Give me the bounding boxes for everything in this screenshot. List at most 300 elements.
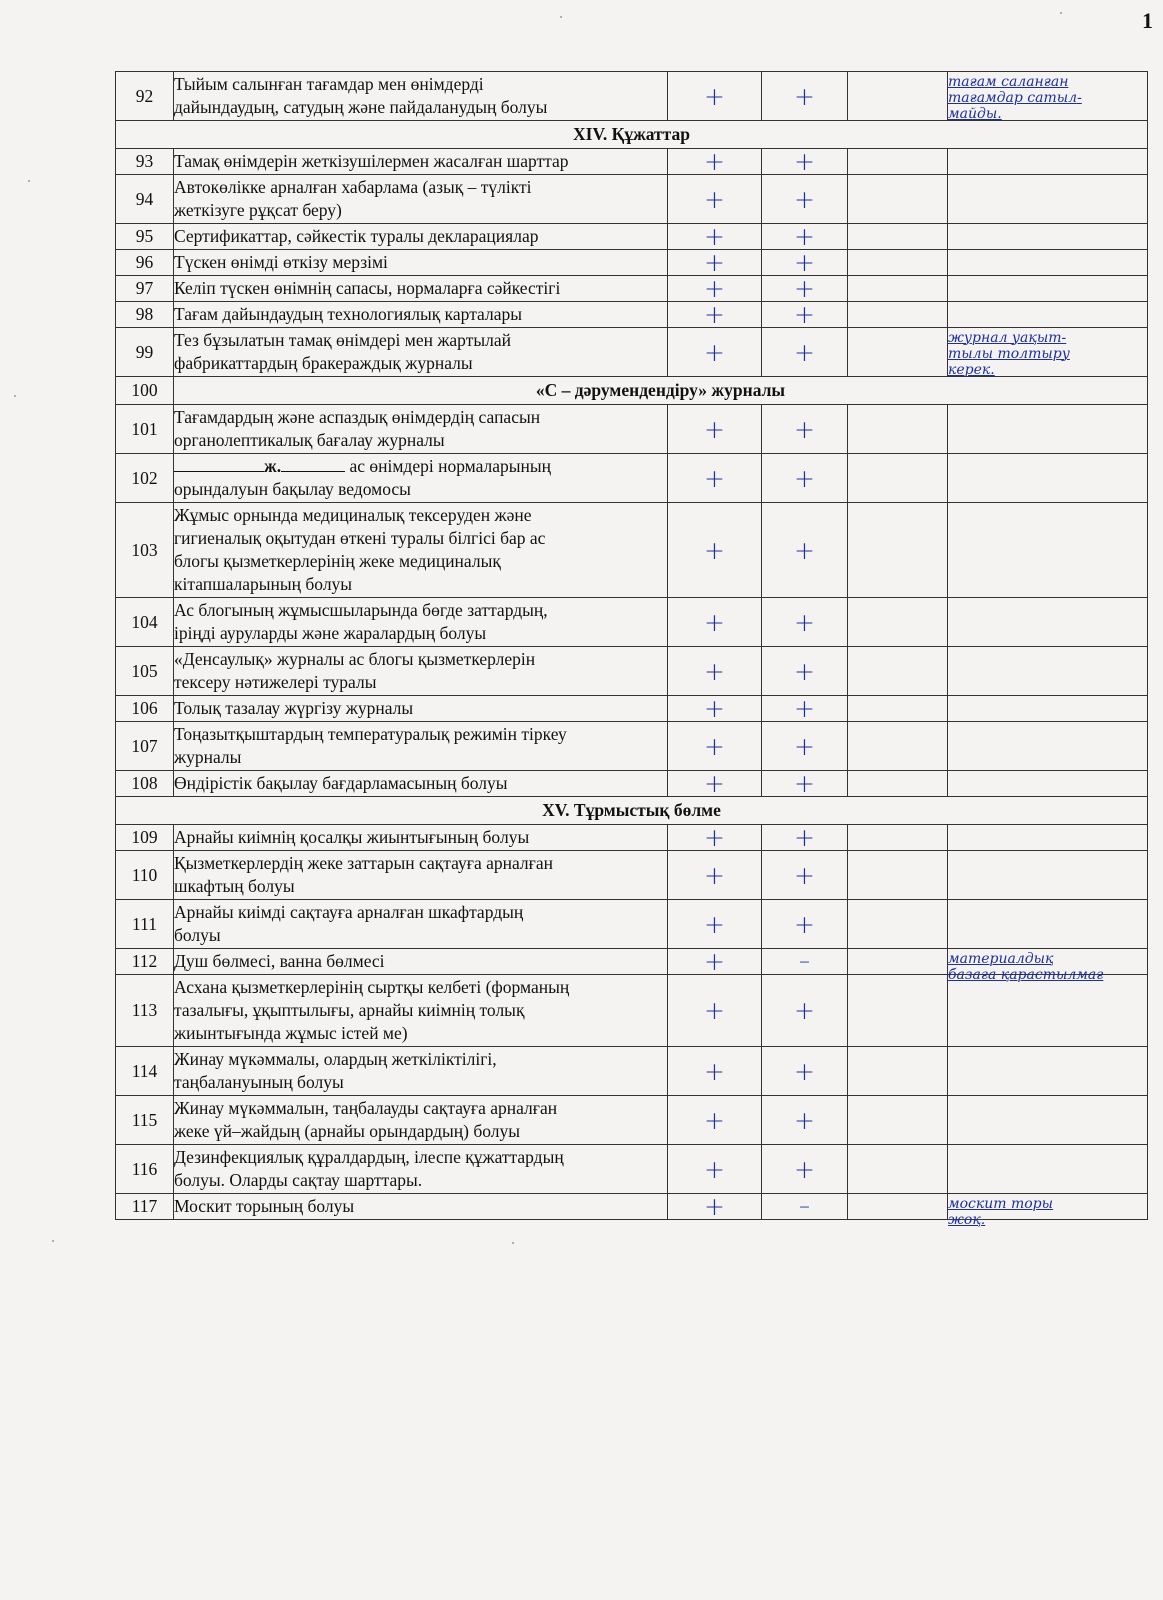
mark-cell-1 [668,1194,762,1220]
table-row [116,224,1148,250]
mark-cell-2 [762,975,848,1047]
comment-cell [948,224,1148,250]
mark-cell-1 [668,72,762,121]
requirement-text [174,72,668,121]
requirement-text [174,771,668,797]
requirement-text [174,175,668,224]
handwritten-plus: + [704,248,725,277]
table-row [116,503,1148,598]
requirement-text [174,825,668,851]
comment-cell [948,1096,1148,1145]
handwritten-plus: + [794,1105,815,1135]
table-row [116,1047,1148,1096]
row-number: 95 [116,224,174,250]
comment-cell [948,771,1148,797]
handwritten-plus: + [794,996,815,1025]
table-row [116,276,1148,302]
mark-cell-1 [668,175,762,224]
handwritten-plus: + [704,996,725,1025]
empty-cell [848,696,948,722]
handwritten-plus: + [704,463,725,493]
handwritten-plus: + [704,909,725,939]
empty-cell [848,328,948,377]
requirement-line: «Денсаулық» журналы ас блогы қызметкерлерін [174,649,536,669]
mark-cell-2 [762,825,848,851]
mark-cell-2 [762,1194,848,1220]
mark-cell-1 [668,503,762,598]
row-number: 93 [116,149,174,175]
mark-cell-2 [762,771,848,797]
table-row [116,454,1148,503]
requirement-line: Автокөлікке арналған хабарлама (азық – түлікті [174,177,532,197]
requirement-line: Тоңазытқыштардың температуралық режимін тіркеу [174,724,567,744]
row-number: 99 [116,328,174,377]
comment-cell [948,949,1148,983]
handwritten-plus: + [794,248,815,277]
empty-cell [848,900,948,949]
mark-cell-2 [762,328,848,377]
handwritten-note-line: москит торы [948,1196,1054,1212]
table-row [116,851,1148,900]
scan-speck [52,1240,54,1242]
handwritten-note-line: базаға қарастылмағ [948,967,1104,983]
mark-cell-2 [762,224,848,250]
requirement-line: іріңді ауруларды және жаралардың болуы [174,623,487,643]
table-row [116,302,1148,328]
table-row [116,175,1148,224]
section-title: «С – дәрумендендіру» журналы [174,377,1148,405]
handwritten-plus: + [704,731,725,761]
mark-cell-1 [668,851,762,900]
handwritten-plus: + [704,607,725,637]
handwritten-plus: + [704,274,725,303]
row-number: 115 [116,1096,174,1145]
section-header-row [116,797,1148,825]
mark-cell-1 [668,1096,762,1145]
row-number: 96 [116,250,174,276]
scan-speck [28,180,30,182]
handwritten-plus: + [704,1056,725,1086]
empty-cell [848,454,948,503]
blank-line [281,456,345,472]
mark-cell-1 [668,1047,762,1096]
comment-cell [948,900,1148,949]
mark-cell-2 [762,302,848,328]
handwritten-note-line: керек. [948,362,995,378]
mark-cell-2 [762,72,848,121]
handwritten-plus: + [794,147,815,176]
handwritten-note-line: журнал уақыт- [948,330,1067,346]
handwritten-plus: + [794,1056,815,1086]
requirement-line: Сертификаттар, сәйкестік туралы декларациялар [174,226,539,246]
requirement-line: жиынтығында жұмыс істей ме) [174,1023,408,1043]
requirement-line: Ас блогының жұмысшыларында бөгде заттардың, [174,600,548,620]
requirement-line: Жинау мүкәммалы, олардың жеткіліктілігі, [174,1049,497,1069]
mark-cell-1 [668,1145,762,1194]
blank-mark: ж. [264,456,282,476]
comment-cell [948,696,1148,722]
handwritten-plus: + [704,694,725,723]
requirement-line: кітапшаларының болуы [174,574,353,594]
handwritten-note [948,330,1070,378]
requirement-line: жеке үй–жайдың (арнайы орындардың) болуы [174,1121,521,1141]
requirement-line: Келіп түскен өнімнің сапасы, нормаларға сәйкестігі [174,278,561,298]
requirement-text [174,949,668,975]
row-number: 102 [116,454,174,503]
empty-cell [848,949,948,975]
mark-cell-1 [668,405,762,454]
requirement-line: таңбалануының болуы [174,1072,344,1092]
table-row [116,771,1148,797]
comment-cell [948,598,1148,647]
handwritten-plus: + [794,731,815,761]
handwritten-plus: + [704,823,725,852]
mark-cell-2 [762,149,848,175]
mark-cell-1 [668,302,762,328]
mark-cell-1 [668,224,762,250]
row-number: 116 [116,1145,174,1194]
mark-cell-1 [668,250,762,276]
table-row [116,598,1148,647]
requirement-text [174,851,668,900]
comment-cell [948,405,1148,454]
empty-cell [848,1194,948,1220]
section-header-row [116,377,1148,405]
table-row [116,722,1148,771]
requirement-text [174,328,668,377]
empty-cell [848,771,948,797]
row-number: 112 [116,949,174,975]
comment-cell [948,1145,1148,1194]
handwritten-plus: + [704,147,725,176]
scan-speck [512,1242,514,1244]
row-number: 107 [116,722,174,771]
handwritten-note-line: тағамдар сатыл- [948,90,1082,106]
requirement-text [174,503,668,598]
requirement-line: орындалуын бақылау ведомосы [174,479,411,499]
handwritten-plus: + [794,607,815,637]
empty-cell [848,598,948,647]
mark-cell-1 [668,722,762,771]
row-number: 103 [116,503,174,598]
mark-cell-2 [762,900,848,949]
handwritten-plus: + [794,823,815,852]
scan-speck [14,395,16,397]
comment-cell [948,1047,1148,1096]
table-row [116,1194,1148,1220]
row-number: 97 [116,276,174,302]
mark-cell-1 [668,276,762,302]
mark-cell-1 [668,647,762,696]
mark-cell-2 [762,405,848,454]
handwritten-plus: + [794,860,815,890]
handwritten-note-line: материалдық [948,951,1054,967]
handwritten-plus: + [704,337,725,367]
empty-cell [848,851,948,900]
requirement-text [174,598,668,647]
handwritten-plus: + [794,184,815,214]
row-number: 100 [116,377,174,405]
mark-cell-2 [762,276,848,302]
requirement-line: жеткізуге рұқсат беру) [174,200,342,220]
mark-cell-1 [668,598,762,647]
requirement-line: тазалығы, ұқыптылығы, арнайы киімнің толық [174,1000,525,1020]
requirement-text [174,975,668,1047]
handwritten-note [948,1196,1053,1228]
handwritten-plus: + [794,656,815,686]
handwritten-note-line: тылы толтыру [948,346,1070,362]
comment-cell [948,276,1148,302]
empty-cell [848,405,948,454]
mark-cell-2 [762,949,848,975]
table-row [116,949,1148,975]
handwritten-plus: + [794,337,815,367]
empty-cell [848,72,948,121]
handwritten-plus: + [794,1154,815,1184]
table-row [116,72,1148,121]
mark-cell-2 [762,175,848,224]
table-row [116,647,1148,696]
handwritten-plus: + [704,414,725,444]
mark-cell-2 [762,250,848,276]
table-row [116,825,1148,851]
row-number: 117 [116,1194,174,1220]
mark-cell-1 [668,328,762,377]
row-number: 98 [116,302,174,328]
empty-cell [848,722,948,771]
empty-cell [848,302,948,328]
handwritten-plus: + [704,860,725,890]
handwritten-plus: + [794,535,815,565]
requirement-line-text: ас өнімдері нормаларының [349,456,552,476]
handwritten-plus: + [794,414,815,444]
mark-cell-1 [668,900,762,949]
row-number: 104 [116,598,174,647]
comment-cell [948,175,1148,224]
table-row [116,328,1148,377]
row-number: 109 [116,825,174,851]
requirement-line: Өндірістік бақылау бағдарламасының болуы [174,773,508,793]
requirement-text [174,149,668,175]
handwritten-plus: + [794,909,815,939]
comment-cell [948,825,1148,851]
row-number: 101 [116,405,174,454]
blank-line [174,456,264,472]
requirement-line: Қызметкерлердің жеке заттарын сақтауға арналған [174,853,553,873]
empty-cell [848,149,948,175]
handwritten-plus: + [704,769,725,798]
empty-cell [848,647,948,696]
comment-cell [948,328,1148,377]
handwritten-plus: + [704,1105,725,1135]
empty-cell [848,276,948,302]
table-row [116,149,1148,175]
handwritten-plus: + [794,274,815,303]
handwritten-plus: + [704,184,725,214]
requirement-line: Тез бұзылатын тамақ өнімдері мен жартылай [174,330,511,350]
comment-cell [948,250,1148,276]
page-number-mark: 1 [1142,8,1153,33]
requirement-line: Жинау мүкәммалын, таңбалауды сақтауға арналған [174,1098,558,1118]
requirement-line: Москит торының болуы [174,1196,355,1216]
requirement-text [174,696,668,722]
empty-cell [848,1096,948,1145]
mark-cell-2 [762,647,848,696]
comment-cell [948,722,1148,771]
mark-cell-2 [762,454,848,503]
scan-speck [1060,12,1062,14]
handwritten-plus: + [794,769,815,798]
handwritten-note-line: жоқ. [948,1212,986,1228]
requirement-line: Тағам дайындаудың технологиялық карталары [174,304,522,324]
mark-cell-2 [762,598,848,647]
scan-speck [560,16,562,18]
mark-cell-2 [762,1047,848,1096]
section-header-row [116,121,1148,149]
handwritten-plus: + [704,1154,725,1184]
handwritten-plus: + [794,694,815,723]
requirement-text [174,224,668,250]
handwritten-minus: – [799,1193,810,1219]
mark-cell-2 [762,722,848,771]
requirement-text [174,647,668,696]
handwritten-plus: + [704,1192,725,1221]
mark-cell-1 [668,149,762,175]
mark-cell-1 [668,771,762,797]
mark-cell-2 [762,1096,848,1145]
inspection-checklist-table [115,71,1148,1228]
table-row [116,975,1148,1047]
requirement-text [174,1145,668,1194]
row-number: 106 [116,696,174,722]
handwritten-plus: + [704,81,725,111]
requirement-line: органолептикалық бағалау журналы [174,430,445,450]
empty-cell [848,224,948,250]
requirement-line [174,455,667,478]
comment-cell [948,302,1148,328]
row-number: 92 [116,72,174,121]
handwritten-minus: – [799,948,810,974]
handwritten-plus: + [704,300,725,329]
requirement-line: шкафтың болуы [174,876,295,896]
table-row [116,250,1148,276]
handwritten-plus: + [704,222,725,251]
handwritten-plus: + [704,535,725,565]
comment-cell [948,72,1148,121]
mark-cell-1 [668,825,762,851]
comment-cell [948,975,1148,1047]
requirement-line: блогы қызметкерлерінің жеке медициналық [174,551,501,571]
row-number: 105 [116,647,174,696]
mark-cell-2 [762,503,848,598]
comment-cell [948,503,1148,598]
requirement-line: гигиеналық оқытудан өткені туралы білгісі бар ас [174,528,546,548]
empty-cell [848,503,948,598]
comment-cell [948,149,1148,175]
handwritten-plus: + [794,463,815,493]
comment-cell [948,454,1148,503]
mark-cell-1 [668,949,762,975]
handwritten-note-line: майды. [948,106,1002,122]
section-title: XIV. Құжаттар [116,121,1148,149]
handwritten-note-line: тағам саланған [948,74,1069,90]
requirement-text [174,722,668,771]
requirement-text [174,276,668,302]
comment-cell [948,851,1148,900]
row-number: 114 [116,1047,174,1096]
mark-cell-2 [762,1145,848,1194]
table-row [116,696,1148,722]
mark-cell-1 [668,696,762,722]
section-title: XV. Тұрмыстық бөлме [116,797,1148,825]
handwritten-note [948,74,1082,122]
empty-cell [848,175,948,224]
mark-cell-1 [668,454,762,503]
row-number: 94 [116,175,174,224]
handwritten-plus: + [794,300,815,329]
empty-cell [848,975,948,1047]
handwritten-plus: + [704,656,725,686]
requirement-line: Дезинфекциялық құралдардың, ілеспе құжаттардың [174,1147,564,1167]
empty-cell [848,825,948,851]
requirement-line: фабрикаттардың бракераждық журналы [174,353,473,373]
requirement-line: Арнайы киімнің қосалқы жиынтығының болуы [174,827,530,847]
handwritten-plus: + [704,947,725,976]
requirement-line: Тамақ өнімдерін жеткізушілермен жасалған шарттар [174,151,569,171]
requirement-text [174,405,668,454]
mark-cell-2 [762,696,848,722]
empty-cell [848,250,948,276]
comment-cell [948,1194,1148,1228]
requirement-text [174,302,668,328]
requirement-line: Арнайы киімді сақтауға арналған шкафтардың [174,902,524,922]
requirement-line: Толық тазалау жүргізу журналы [174,698,414,718]
requirement-text [174,1194,668,1220]
requirement-line: журналы [174,747,242,767]
mark-cell-2 [762,851,848,900]
mark-cell-1 [668,975,762,1047]
empty-cell [848,1047,948,1096]
handwritten-plus: + [794,81,815,111]
table-row [116,1096,1148,1145]
requirement-line: болуы. Оларды сақтау шарттары. [174,1170,423,1190]
requirement-line: Тыйым салынған тағамдар мен өнімдерді [174,74,484,94]
requirement-text [174,250,668,276]
requirement-text [174,1096,668,1145]
requirement-line: Асхана қызметкерлерінің сыртқы келбеті (форманың [174,977,570,997]
requirement-text [174,900,668,949]
table-row [116,405,1148,454]
requirement-line: дайындаудың, сатудың және пайдаланудың болуы [174,97,548,117]
handwritten-plus: + [794,222,815,251]
requirement-line: Душ бөлмесі, ванна бөлмесі [174,951,385,971]
requirement-text [174,454,668,503]
table-row [116,1145,1148,1194]
row-number: 110 [116,851,174,900]
requirement-line: тексеру нәтижелері туралы [174,672,377,692]
requirement-line: Түскен өнімді өткізу мерзімі [174,252,388,272]
comment-cell [948,647,1148,696]
requirement-line: Тағамдардың және аспаздық өнімдердің сапасын [174,407,541,427]
requirement-text [174,1047,668,1096]
empty-cell [848,1145,948,1194]
row-number: 108 [116,771,174,797]
row-number: 113 [116,975,174,1047]
table-row [116,900,1148,949]
row-number: 111 [116,900,174,949]
requirement-line: Жұмыс орнында медициналық тексеруден және [174,505,532,525]
requirement-line: болуы [174,925,221,945]
